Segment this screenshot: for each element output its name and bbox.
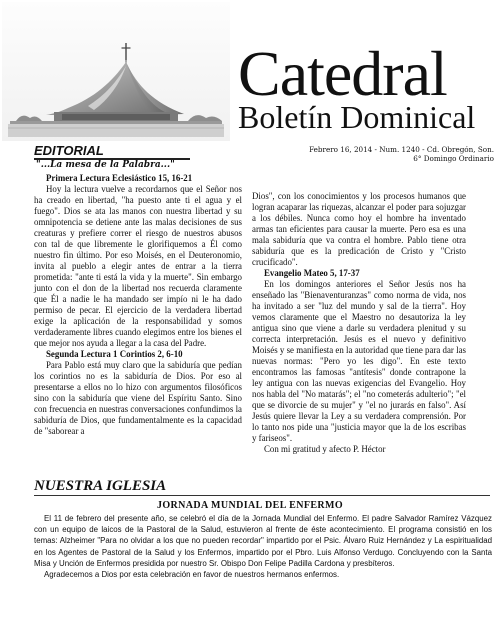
cathedral-icon: [2, 2, 230, 141]
signature-line: Con mi gratitud y afecto P. Héctor: [264, 444, 386, 454]
section-rule: [34, 495, 490, 496]
reading-paragraph: Dios", con los conocimientos y los procesos humanos que logran acaparar las riquezas, alcanzar el poder para sojuzgar a los débiles. Nunca como hoy el hombre ha inventado armas tan eficientes para causar la muerte. Pero esa es una mala sabiduría que va contra el hombre. Pablo tiene otra sabiduría que es la predicación de Cristo y "Cristo crucificado".: [252, 191, 466, 267]
section-label: NUESTRA IGLESIA: [34, 478, 167, 494]
issue-date-line: [272, 145, 494, 163]
masthead-subtitle: Boletín Dominical: [238, 99, 476, 135]
article-paragraph: Agradecemos a Dios por esta celebración en favor de nuestros hermanos enfermos.: [44, 570, 340, 580]
reading-heading: Primera Lectura Eclesiástico 15, 16-21: [46, 173, 193, 183]
editorial-label: EDITORIAL: [34, 143, 104, 158]
masthead-title: Catedral: [238, 38, 447, 109]
article-body: [34, 513, 492, 580]
editorial-column-left: [34, 173, 242, 437]
reading-heading: Segunda Lectura 1 Corintios 2, 6-10: [46, 349, 183, 359]
article-title: JORNADA MUNDIAL DEL ENFERMO: [156, 500, 344, 511]
reading-paragraph: En los domingos anteriores el Señor Jesús nos ha enseñado las "Bienaventuranzas" como norma de vida, nos ha invitado a ser "luz del mundo y sal de la tierra". Hoy vemos claramente que el Maestro no desautoriza la ley antigua sino que viene a darle su verdadera plenitud y su correcta interpretación. Jesús es el nuevo y definitivo Moisés y se manifiesta en la autoridad que tiene para dar las nuevas normas: "Pero yo les digo". En este texto encontramos las famosas "antítesis" donde contrapone la ley antigua con las nuevas exigencias del Evangelio. Hoy nos habla del "No matarás"; el "no cometerás adulterio"; "el que se divorcie de su mujer" y "el no jurarás en falso". Así Jesús quiere llevar la Ley a su verdadera comprensión. Por lo tanto nos pide una "justicia mayor que la de los escribas y fariseos".: [252, 279, 466, 443]
article-paragraph: El 11 de febrero del presente año, se celebró el día de la Jornada Mundial del Enfermo. El padre Salvador Ramírez Vázquez con un equipo de laicos de la Pastoral de la Salud, estuvieron al frente de éste acontecimiento. El programa consistió en los temas: Alzheimer "Para no olvidar a los que no pueden recordar" impartido por el Psic. Álvaro Ruiz Hernández y La espiritualidad en los Agentes de Pastoral de la Salud y los Enfermos, impartido por el Pbro. Luis Alfonso Verdugo. Concluyendo con la Santa Misa y Unción de Enfermos presidida por nuestro Sr. Obispo Don Felipe Padilla Cardona y presbíteros.: [34, 514, 492, 568]
editorial-subtitle: "...La mesa de la Palabra...": [36, 160, 175, 170]
reading-paragraph: Para Pablo está muy claro que la sabiduría que pedían los corintios no es la sabiduría de Dios. Por eso al presentarse a ellos no lo hizo con argumentos filosóficos sino con la sabiduría que viene del Espíritu Santo. Sino con frecuencia en nuestras conversaciones confundimos la sabiduría de Dios, que fundamentalmente es la capacidad de "saborear a: [34, 360, 242, 436]
reading-heading: Evangelio Mateo 5, 17-37: [264, 268, 360, 278]
editorial-column-right: [252, 191, 466, 455]
cathedral-illustration: [2, 2, 230, 141]
reading-paragraph: Hoy la lectura vuelve a recordarnos que el Señor nos ha creado en libertad, "ha puesto ante ti el agua y el fuego". Dios se ata las manos con nuestra libertad y su omnipotencia se detiene ante las malas decisiones de sus creaturas y prefiere correr el riesgo de nuestros abusos con tal de que libremente le glorifiquemos a Él como nuestro fin último. Por eso Moisés, en el Deuteronomio, invita al pueblo a elegir antes de entrar a la tierra prometida: "ante ti está la vida y la muerte". Sin embargo junto con el don de la libertad nos recuerda claramente que Él a nadie le ha mandado ser impío ni le ha dado permiso de pecar. El ejercicio de la verdadera libertad exige la aplicación de la responsabilidad y somos verdaderamente libres cuando elegimos entre los bienes el que mejor nos ayuda a llegar a la casa del Padre.: [34, 184, 242, 348]
liturgical-sunday: 6° Domingo Ordinario: [413, 154, 494, 163]
issue-date-text: Febrero 16, 2014 - Num. 1240 - Cd. Obregón, Son.: [309, 145, 494, 154]
